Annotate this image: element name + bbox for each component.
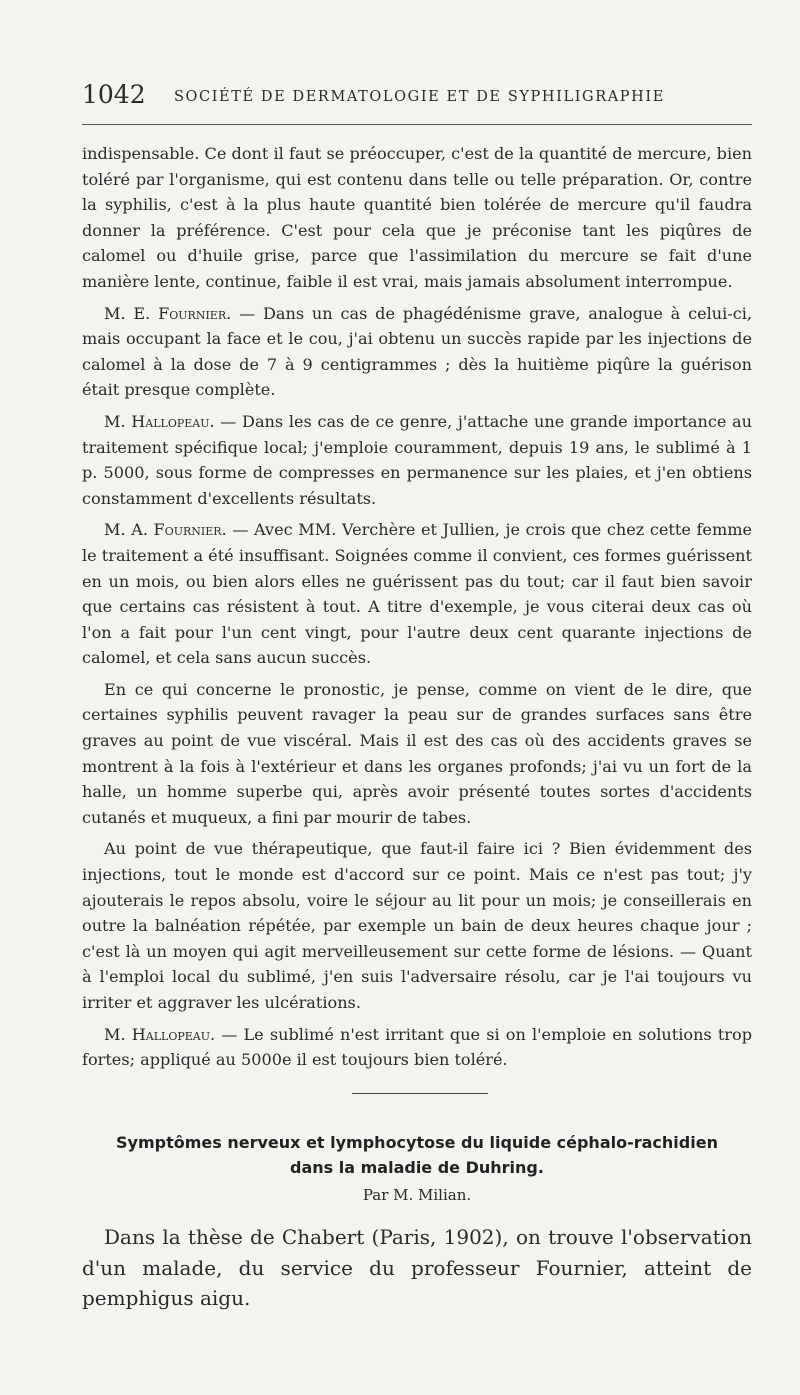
paragraph-1 [82,141,752,295]
article-title-line-1: Symptômes nerveux et lymphocytose du liquide céphalo-rachidien [116,1133,718,1152]
article-title-line-2: dans la maladie de Duhring. [290,1158,544,1177]
speaker-name: M. A. Fournier. [104,520,227,540]
paragraph-text: indispensable. Ce dont il faut se préoccuper, c'est de la quantité de mercure, bien toléré par l'organisme, qui est contenu dans telle ou telle préparation. Or, contre la syphilis, c'est à la plus haute quantité bien tolérée de mercure qu'il faudra donner la préférence. C'est pour cela que je préconise tant les piqûres de calomel ou d'huile grise, parce que l'assimilation du mercure se fait d'une manière lente, continue, faible il est vrai, mais jamais absolument interrompue. [82,144,752,291]
paragraph-text: — Dans un cas de phagédénisme grave, analogue à celui-ci, mais occupant la face et le cou, j'ai obtenu un succès rapide par les injections de calomel à la dose de 7 à 9 centigrammes ; dès la huitième piqûre la guérison était presque complète. [82,303,753,400]
article-intro: Dans la thèse de Chabert (Paris, 1902), on trouve l'observation d'un malade, du service du professeur Fournier, atteint de pemphigus aigu. [82,1225,752,1310]
paragraph-6 [82,836,752,1015]
paragraph-text: — Dans les cas de ce genre, j'attache une grande importance au traitement spécifique local; j'emploie couramment, depuis 19 ans, le sublimé à 1 p. 5000, sous forme de compresses en permanence sur les plaies, et j'en obtiens constamment d'excellents résultats. [82,411,753,508]
discussion-text [82,141,752,1079]
paragraph-text: — Le sublimé n'est irritant que si on l'emploie en solutions trop fortes; appliqué au 5000e il est toujours bien toléré. [82,1024,752,1070]
journal-title: SOCIÉTÉ DE DERMATOLOGIE ET DE SYPHILIGRAPHIE [174,89,665,105]
speaker-name: M. Hallopeau. [104,1024,216,1044]
page-number: 1042 [82,80,146,109]
article-author: Par M. Milian. [362,1186,472,1204]
speaker-name: M. Hallopeau. [104,411,215,431]
paragraph-text: En ce qui concerne le pronostic, je pense, comme on vient de le dire, que certaines syphilis peuvent ravager la peau sur de grandes surfaces sans être graves au point de vue viscéral. Mais il est des cas où des accidents graves se montrent à la fois à l'extérieur et dans les organes profonds; j'ai vu un fort de la halle, un homme superbe qui, après avoir présenté toutes sortes d'accidents cutanés et muqueux, a fini par mourir de tabes. [82,679,752,827]
paragraph-3 [82,409,752,511]
paragraph-text: — Avec MM. Verchère et Jullien, je crois que chez cette femme le traitement a été insuffisant. Soignées comme il convient, ces formes guérissent en un mois, ou bien alors elles ne guérissent pas du tout; car il faut bien savoir que certains cas résistent à tout. A titre d'exemple, je vous citerai deux cas où l'on a fait pour l'un cent vingt, pour l'autre deux cent quarante injections de calomel, et cela sans aucun succès. [82,520,752,668]
header-rule [82,124,752,125]
paragraph-5 [82,677,752,831]
paragraph-7 [82,1022,752,1073]
speaker-name: M. E. Fournier. [104,303,232,323]
paragraph-2 [82,301,752,403]
paragraph-text: Au point de vue thérapeutique, que faut-il faire ici ? Bien évidemment des injections, tout le monde est d'accord sur ce point. Mais ce n'est pas tout; j'y ajouterais le repos absolu, voire le séjour au lit pour un mois; je conseillerais en outre la balnéation répétée, par exemple un bain de deux heures chaque jour ; c'est là un moyen qui agit merveilleusement sur cette forme de lésions. — Quant à l'emploi local du sublimé, j'en suis l'adversaire résolu, car je l'ai toujours vu irriter et aggraver les ulcérations. [82,839,752,1012]
section-rule [352,1093,488,1094]
paragraph-4 [82,517,752,671]
article-title [82,1130,752,1180]
running-head [82,80,752,110]
